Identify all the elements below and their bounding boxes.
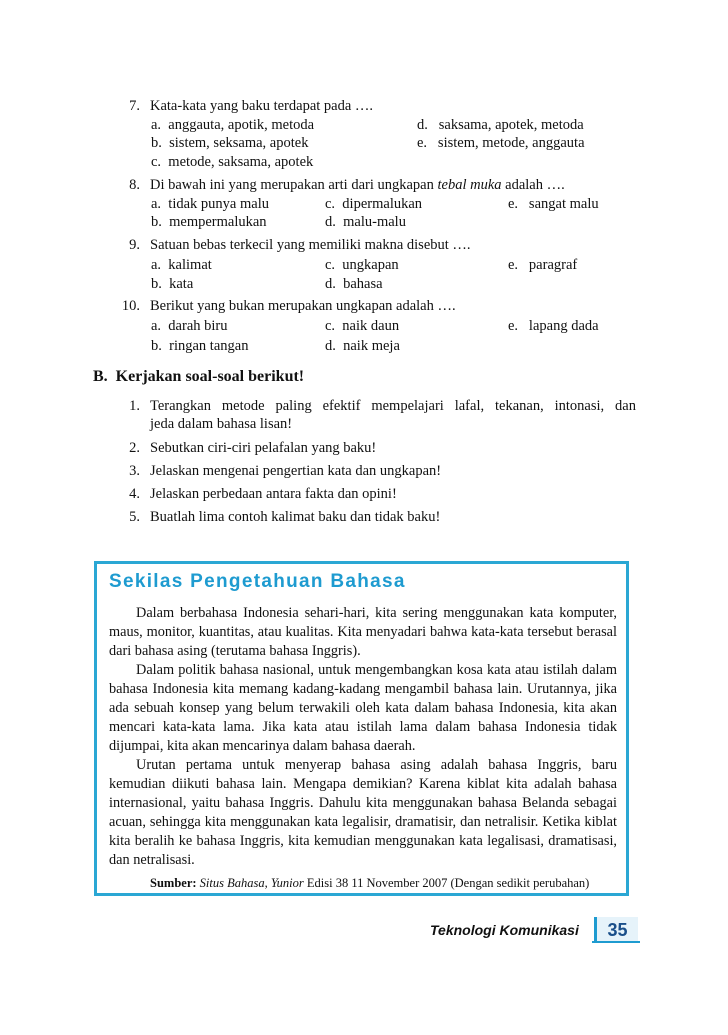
option-b: b. kata <box>151 276 194 292</box>
option-a: a. darah biru <box>151 318 228 334</box>
page-number: 35 <box>594 917 638 943</box>
item-text: Jelaskan mengenai pengertian kata dan ungkapan! <box>150 463 442 479</box>
question-text: Satuan bebas terkecil yang memiliki makna disebut …. <box>150 237 471 253</box>
question-text: Kata-kata yang baku terdapat pada …. <box>150 98 374 114</box>
question-number: 8. <box>129 177 140 193</box>
option-b: b. sistem, seksama, apotek <box>151 135 309 151</box>
item-text: Jelaskan perbedaan antara fakta dan opini! <box>150 486 397 502</box>
option-d: d. malu-malu <box>325 214 406 230</box>
option-e: e. sistem, metode, anggauta <box>417 135 585 151</box>
footer-divider <box>592 941 640 943</box>
item-number: 1. <box>129 398 140 414</box>
item-text: Terangkan metode paling efektif mempelajari lafal, tekanan, intonasi, dan <box>150 398 636 414</box>
item-number: 5. <box>129 509 140 525</box>
source-citation: Sumber: Situs Bahasa, Yunior Edisi 38 11 November 2007 (Dengan sedikit perubahan) <box>150 876 590 890</box>
item-text: Buatlah lima contoh kalimat baku dan tidak baku! <box>150 509 441 525</box>
footer-chapter-title: Teknologi Komunikasi <box>430 922 579 938</box>
option-e: e. lapang dada <box>508 318 599 334</box>
option-a: a. anggauta, apotik, metoda <box>151 117 315 133</box>
option-d: d. saksama, apotek, metoda <box>417 117 584 133</box>
info-paragraph: Dalam politik bahasa nasional, untuk mengembangkan kosa kata atau istilah dalam bahasa Indonesia kita memang kadang-kadang mengambil bahasa lain. Urutannya, jika ada sebuah konsep yang belum terwakili oleh kata dalam bahasa Indonesia, kita akan mencari kata-kata lama. Jika kata atau istilah lama dalam bahasa Indonesia tidak dijumpai, kita akan mencarinya dalam bahasa daerah. <box>109 662 617 754</box>
question-text: Berikut yang bukan merupakan ungkapan adalah …. <box>150 298 456 314</box>
info-paragraph: Dalam berbahasa Indonesia sehari-hari, kita sering menggunakan kata komputer, maus, monitor, kuantitas, atau kualitas. Kita menyadari bahwa kata-kata tersebut berasal dari bahasa asing (terutama bahasa Inggris). <box>109 605 617 659</box>
option-d: d. bahasa <box>325 276 383 292</box>
option-a: a. kalimat <box>151 257 212 273</box>
question-number: 9. <box>129 237 140 253</box>
question-text: Di bawah ini yang merupakan arti dari ungkapan tebal muka adalah …. <box>150 177 565 193</box>
option-c: c. metode, saksama, apotek <box>151 154 314 170</box>
option-b: b. mempermalukan <box>151 214 267 230</box>
emphasized-phrase: tebal muka <box>437 177 502 193</box>
item-text: Sebutkan ciri-ciri pelafalan yang baku! <box>150 440 377 456</box>
question-number: 7. <box>129 98 140 114</box>
option-e: e. paragraf <box>508 257 578 273</box>
option-c: c. dipermalukan <box>325 196 423 212</box>
option-e: e. sangat malu <box>508 196 599 212</box>
info-box-title: Sekilas Pengetahuan Bahasa <box>109 571 406 592</box>
item-number: 4. <box>129 486 140 502</box>
info-box-body <box>109 604 617 870</box>
option-c: c. ungkapan <box>325 257 399 273</box>
item-number: 2. <box>129 440 140 456</box>
option-c: c. naik daun <box>325 318 400 334</box>
item-number: 3. <box>129 463 140 479</box>
section-heading: B. Kerjakan soal-soal berikut! <box>93 368 305 385</box>
question-number: 10. <box>121 298 140 314</box>
item-text-continued: jeda dalam bahasa lisan! <box>150 416 293 432</box>
info-paragraph: Urutan pertama untuk menyerap bahasa asing adalah bahasa Inggris, baru kemudian diikuti bahasa lain. Mengapa demikian? Karena kiblat kita adalah bahasa internasional, yaitu bahasa Inggris. Dahulu kita menggunakan bahasa Belanda sebagai acuan, sehingga kita menggunakan kata legalisir, dramatisir, dan netralisir. Ketika kiblat kita beralih ke bahasa Inggris, kita kemudian menggunakan kata legalisasi, dramatisasi, dan netralisasi. <box>109 757 617 868</box>
option-b: b. ringan tangan <box>151 338 249 354</box>
option-a: a. tidak punya malu <box>151 196 269 212</box>
option-d: d. naik meja <box>325 338 400 354</box>
